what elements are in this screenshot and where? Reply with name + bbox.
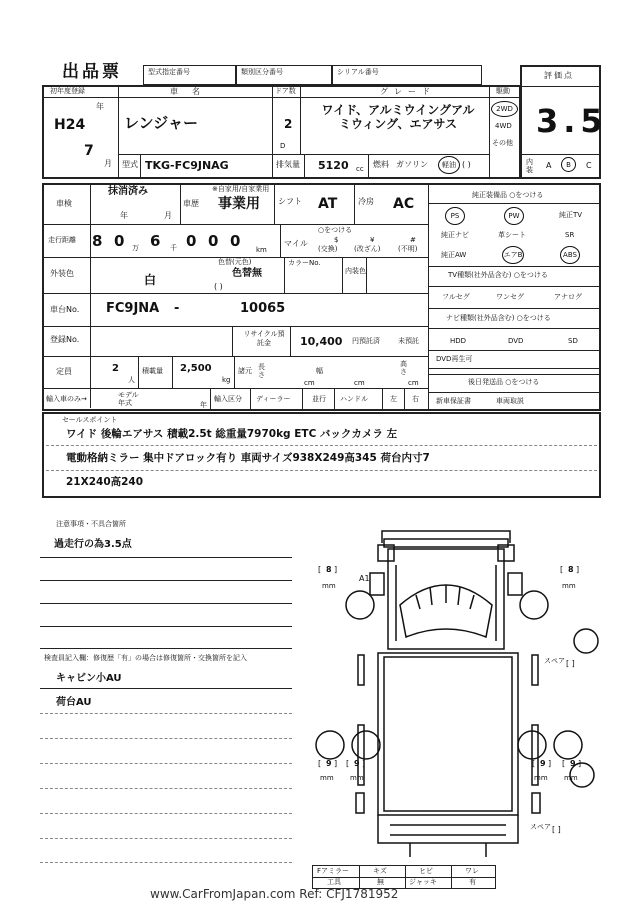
length-label: 長さ [258,363,265,379]
navi-dvd: DVD [508,337,524,345]
load-value: 2,500 [180,363,212,374]
drive-2wd-circle [491,101,518,117]
tire-mm-rl1: mm [320,774,334,782]
history-note: ※自家用/自家業用 [212,185,270,193]
hash-sub: (不明) [398,245,418,253]
height-label: 高さ [400,360,407,376]
capacity-value: 2 [112,363,119,374]
model-cert-box [143,65,236,85]
import-class-label: 輸入区分 [214,395,242,403]
model-cert-label: 型式指定番号 [148,68,190,76]
import-year-unit: 年 [200,401,207,409]
chassis-prefix: FC9JNA [106,301,160,316]
load-unit: kg [222,376,231,384]
dvd-label: DVD再生可 [436,355,473,363]
fuel-paren: ( ) [462,160,471,169]
navi-hdd: HDD [450,337,467,345]
tire-mm-fl: mm [322,582,336,590]
equip-title: 純正装備品 ○をつける [472,191,544,199]
mileage-label: 走行距離 [48,236,76,244]
spare-label-top: スペア [544,657,565,665]
inspection-month: 月 [164,211,172,220]
tire-mm-rr1: mm [534,774,548,782]
later-warranty: 新車保証書 [436,397,471,405]
truck-diagram [300,525,600,865]
tire-bracket-rr2-close: ] [578,759,582,768]
interior-a: A [546,161,552,170]
first-reg-label: 初年度登録 [50,87,85,95]
history-label: 車歴 [183,199,199,208]
usd-sub: (交換) [318,245,338,253]
equip-pw-circle [504,207,524,225]
drive-label: 駆動 [496,87,510,95]
capacity-label: 定員 [56,367,72,376]
capacity-unit: 人 [128,376,135,384]
tv-title: TV種類(社外品含む) ○をつける [448,271,548,279]
class-label: 類別区分番号 [241,68,283,76]
mileage-man: 万 [132,244,139,252]
legend-value: 工具 [327,878,341,886]
yen-sub: (改ざん) [354,245,381,253]
equip-sr: SR [565,231,575,239]
tv-oneseg: ワンセグ [496,293,524,301]
drive-2wd: 2WD [496,105,513,113]
tire-mm-fr: mm [562,582,576,590]
inspection-year: 年 [120,211,128,220]
maru-note: ○をつける [318,226,353,234]
inspector-line-2: 荷台AU [56,697,92,708]
caution-label: 注意事項・不具合箇所 [56,520,126,528]
equip-ps: PS [450,212,460,220]
tire-value-fr: 8 [568,565,574,574]
watermark: www.CarFromJapan.com Ref: CFJ1781952 [150,887,399,901]
interior-c: C [586,161,592,170]
sales-line-2: 電動格納ミラー 集中ドアロック有り 車両サイズ938X249高345 荷台内寸7 [66,452,430,464]
doors-value: 2 [284,117,293,131]
cm-length: cm [304,379,315,387]
sales-line-3: 21X240高240 [66,476,144,488]
equip-ps-circle [445,207,465,225]
score-label: 評価点 [544,71,574,80]
name-label: 車名 [170,87,214,96]
vehicle-name: レンジャー [124,114,198,132]
year-unit: 年 [96,102,104,111]
handle-label: ハンドル [340,395,368,403]
tire-bracket-fr: [ [560,565,564,574]
displacement-label: 排気量 [276,160,300,169]
mileage-digit: 0 [186,232,197,250]
spare-label-bottom: スペア [530,823,551,831]
color-code-label: 色替(元色) [218,258,252,266]
tire-value-rr2: 9 [570,759,576,768]
mileage-digits [92,229,272,255]
interior-label: 内装 [526,158,533,174]
color-code-value: 色替無 [232,268,262,279]
reg-era: H24 [54,117,86,133]
load-label: 積載量 [142,367,163,375]
import-label: 輸入車のみ→ [46,395,87,403]
legend-header: Fアミラー [317,867,350,875]
inspector-label: 検査員記入欄：修復歴「有」の場合は修復箇所・交換箇所を記入 [44,654,247,662]
right-label: 右 [412,395,419,403]
month-unit: 月 [104,159,112,168]
tire-bracket-rr2: [ [562,759,566,768]
left-label: 左 [390,395,397,403]
equip-leather: 革シート [498,231,526,239]
mileage-sen: 千 [170,244,177,252]
displacement-value: 5120 [318,159,349,172]
fuel-label: 燃料 [373,160,389,169]
serial-label: シリアル番号 [337,68,379,76]
legend-value: ジャッキ [409,878,437,886]
tire-bracket-fl-close: ] [334,565,338,574]
tire-bracket-rl1: [ [318,759,322,768]
equip-airbag-circle [502,246,524,264]
mileage-unit: km [256,246,267,254]
tire-bracket-rl2-close: ] [362,759,366,768]
tire-bracket-rr1-close: ] [548,759,552,768]
recycle-label: リサイクル預託金 [243,330,285,347]
dims-label: 諸元 [238,367,252,375]
label-a1: A1 [359,574,370,583]
mile-label: マイル [284,239,308,248]
recycle-value: 10,400 [300,335,343,348]
tire-bracket-fr-close: ] [576,565,580,574]
legend-header: キズ [373,867,387,875]
tire-mm-rl2: mm [350,774,364,782]
cm-height: cm [408,379,419,387]
tv-fullseg: フルセグ [442,293,470,301]
tire-value-rl2: 9 [354,759,360,768]
navi-sd: SD [568,337,578,345]
navi-title: ナビ種類(社外品含む) ○をつける [446,314,551,322]
sales-point-label: セールスポイント [62,416,118,424]
model-value: TKG-FC9JNAG [145,159,229,172]
fuel-diesel-circle [438,156,460,174]
tire-bracket-rl1-close: ] [334,759,338,768]
tire-value-rl1: 9 [326,759,332,768]
form-title: 出品票 [62,62,122,82]
tire-bracket-fl: [ [318,565,322,574]
legend-table [312,865,496,889]
tv-analog: アナログ [554,293,582,301]
ac-value: AC [393,196,415,212]
legend-value: 無 [377,878,384,886]
interior-color-label: 内装色 [345,267,366,275]
chassis-number: 10065 [240,301,286,316]
mileage-digit: 8 [92,232,103,250]
inspection-value: 抹消済み [108,186,148,197]
tire-value-fl: 8 [326,565,332,574]
interior-b-circle [561,157,576,172]
drive-4wd: 4WD [495,122,512,130]
chassis-label: 車台No. [50,305,80,314]
reg-month: 7 [84,143,94,159]
hash-label: # [410,236,416,244]
dealer-label: ディーラー [256,395,291,403]
grade-label: グレード [380,87,436,96]
mileage-digit: 6 [150,232,161,250]
doors-label: ドア数 [275,87,296,95]
reg-label: 登録No. [50,335,80,344]
grade-value: ワイド、アルミウイングアルミウィング、エアサス [321,103,475,131]
later-title: 後日発送品 ○をつける [468,378,540,386]
equip-abs: ABS [563,251,577,259]
tire-mm-rr2: mm [564,774,578,782]
spare-bracket-top: [ ] [566,659,575,668]
equip-airbag: エアB [503,251,523,259]
ac-label: 冷房 [358,197,374,206]
tire-value-rr1: 9 [540,759,546,768]
tire-bracket-rr1: [ [532,759,536,768]
recycle-unit: 円預託済 [352,337,380,345]
equip-navi: 純正ナビ [441,231,469,239]
interior-b: B [566,160,571,169]
doors-unit: D [280,142,286,150]
equip-pw: PW [508,212,520,220]
drive-other: その他 [492,139,513,147]
cm-width: cm [354,379,365,387]
fuel-gasoline: ガソリン [396,160,428,169]
fuel-diesel: 軽油 [442,161,456,169]
shift-label: シフト [278,197,302,206]
legend-header: ワレ [465,867,479,875]
exterior-label: 外装色 [50,269,74,278]
usd-label: $ [334,236,339,244]
parallel-label: 並行 [312,395,326,403]
inspector-line-1: キャビン小AU [56,673,122,684]
later-manual: 車両取説 [496,397,524,405]
history-value: 事業用 [218,196,260,212]
shift-value: AT [318,196,338,212]
recycle-not: 未預託 [398,337,419,345]
equip-aw: 純正AW [441,251,467,259]
mileage-digit: 0 [230,232,241,250]
mileage-digit: 0 [114,232,125,250]
sales-line-1: ワイド 後輪エアサス 積載2.5t 総重量7970kg ETC バックカメラ 左 [66,428,398,440]
color-no-label: カラーNo. [288,259,321,267]
chassis-dash: - [174,301,180,316]
spare-bracket-bottom: [ ] [552,825,561,834]
serial-box [332,65,482,85]
score-value: 3.5 [536,102,608,140]
equip-abs-circle [560,246,580,264]
exterior-value: 白 [144,273,157,287]
color-paren: ( ) [214,282,223,291]
model-year-label: モデル年式 [118,391,139,407]
caution-text: 過走行の為3.5点 [54,539,132,550]
class-box [236,65,332,85]
model-label: 型式 [122,160,138,169]
equip-tv: 純正TV [559,211,583,219]
legend-value: 有 [469,878,476,886]
yen-label: ¥ [370,236,375,244]
inspection-label: 車検 [56,199,72,208]
legend-header: ヒビ [419,867,433,875]
mileage-digit: 0 [208,232,219,250]
displacement-unit: cc [356,165,364,173]
tire-bracket-rl2: [ [346,759,350,768]
width-label: 幅 [316,367,323,375]
